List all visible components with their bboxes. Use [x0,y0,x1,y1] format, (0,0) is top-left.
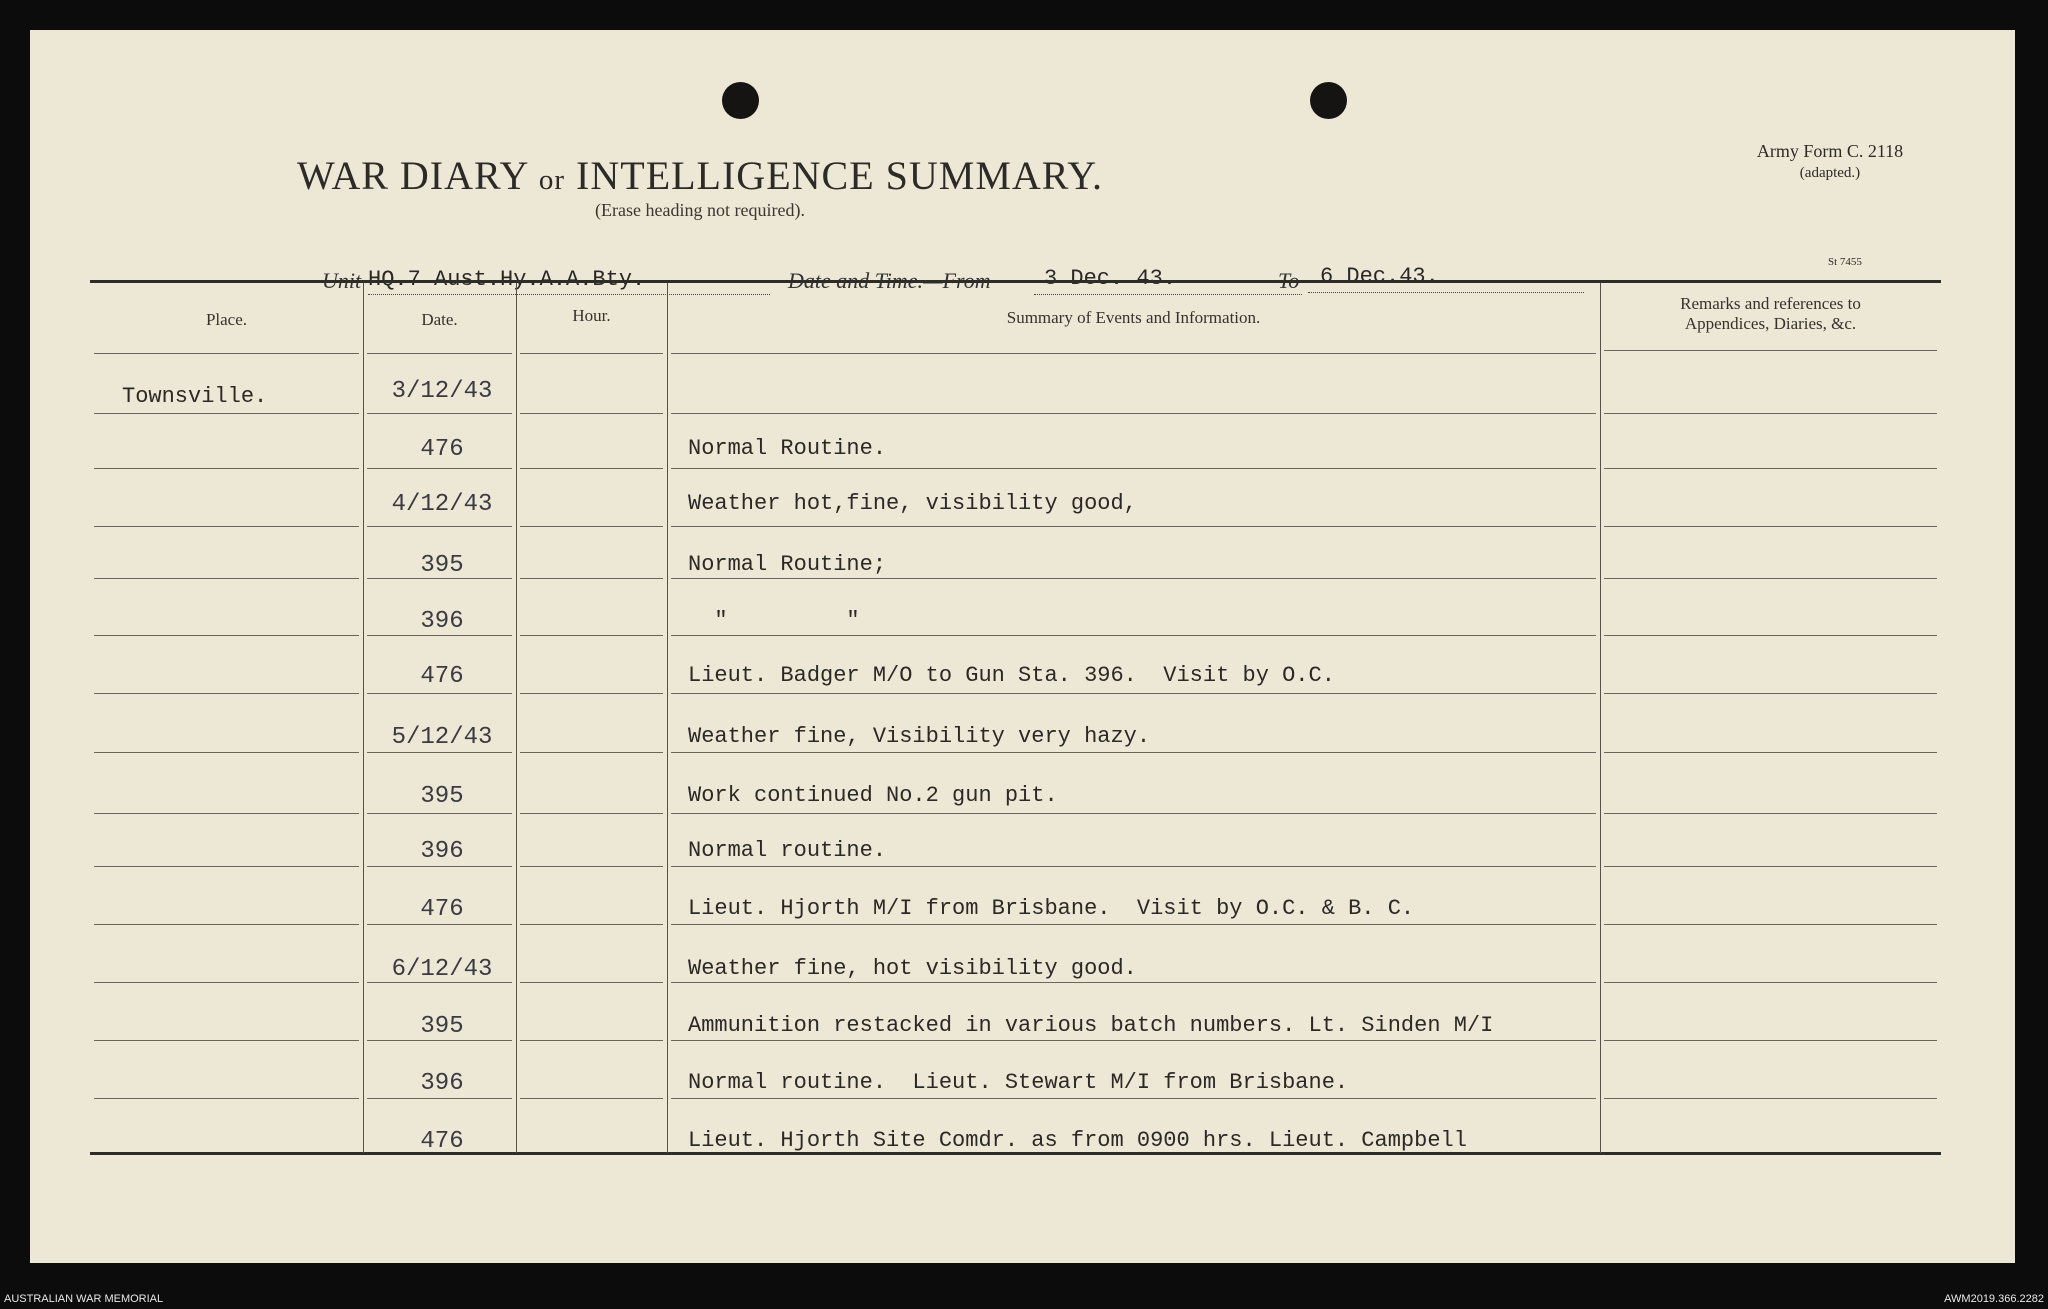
entry-summary: Weather fine, Visibility very hazy. [688,724,1151,749]
from-value: 3 Dec. 43. [1044,266,1177,291]
to-label: To [1278,268,1300,293]
row-rule [94,413,359,414]
row-rule [671,1098,1596,1099]
row-rule [94,924,359,925]
row-rule [367,693,512,694]
entry-date: 396 [420,838,464,865]
row-rule [520,413,663,414]
row-rule [367,924,512,925]
title-part2: INTELLIGENCE SUMMARY. [576,153,1103,198]
row-rule [1604,1098,1937,1099]
entry-date: 395 [420,552,464,579]
header-underline [1604,350,1937,351]
entry-date: 476 [420,1128,464,1155]
entry-date: 476 [420,663,464,690]
row-rule [94,1040,359,1041]
row-rule [671,578,1596,579]
entry-date: 3/12/43 [391,378,493,405]
row-rule [94,635,359,636]
row-rule [94,752,359,753]
row-rule [520,693,663,694]
remarks-header-line1: Remarks and references to [1680,294,1861,313]
column-divider-place [363,283,364,1153]
row-rule [94,982,359,983]
army-form-label [1730,140,1930,184]
column-divider-summary [1600,283,1601,1153]
row-rule [520,526,663,527]
entry-summary: Normal Routine; [688,552,887,577]
row-rule [1604,1040,1937,1041]
row-rule [94,468,359,469]
row-rule [1604,813,1937,814]
row-rule [367,413,512,414]
row-rule [1604,924,1937,925]
column-header-summary: Summary of Events and Information. [1006,308,1261,327]
army-form-note: (adapted.) [1799,165,1861,181]
entry-summary: Normal routine. [688,838,887,863]
header-underline [94,353,359,354]
row-rule [367,813,512,814]
entry-summary: Lieut. Hjorth Site Comdr. as from 0900 hrs. Lieut. Campbell [688,1128,1467,1153]
column-header-place: Place. [205,310,248,329]
row-rule [520,468,663,469]
row-rule [367,752,512,753]
entry-summary: Lieut. Hjorth M/I from Brisbane. Visit by O.C. & B. C. [688,896,1415,921]
entry-date: 6/12/43 [391,956,493,983]
remarks-header-line2: Appendices, Diaries, &c. [1684,314,1857,333]
header-underline [367,353,512,354]
row-rule [1604,752,1937,753]
row-rule [520,813,663,814]
diary-page [30,30,2015,1263]
row-rule [1604,635,1937,636]
row-rule [671,413,1596,414]
table-top-rule [90,280,1941,283]
archive-reference: AWM2019.366.2282 [1944,1293,2044,1305]
row-rule [520,924,663,925]
row-rule [367,1098,512,1099]
row-rule [520,752,663,753]
row-rule [671,813,1596,814]
row-rule [1604,468,1937,469]
row-rule [1604,866,1937,867]
row-rule [520,1040,663,1041]
row-rule [94,1098,359,1099]
row-rule [1604,413,1937,414]
row-rule [520,866,663,867]
row-rule [367,866,512,867]
row-rule [520,578,663,579]
column-header-date: Date. [421,310,458,329]
row-rule [671,468,1596,469]
stationery-number: St 7455 [1828,256,1862,268]
entry-date: 396 [420,1070,464,1097]
date-time-label: Date and Time.—From [788,268,991,293]
entry-place: Townsville. [122,384,268,409]
header-underline [671,353,1596,354]
row-rule [671,1040,1596,1041]
unit-underline [368,294,770,295]
row-rule [367,526,512,527]
column-divider-hour [667,283,668,1153]
form-subtitle: (Erase heading not required). [595,200,805,220]
entry-date: 5/12/43 [391,724,493,751]
column-header-hour: Hour. [572,306,611,325]
entry-date: 4/12/43 [391,491,493,518]
row-rule [671,924,1596,925]
entry-summary: Ammunition restacked in various batch numbers. Lt. Sinden M/I [688,1013,1494,1038]
row-rule [671,866,1596,867]
row-rule [671,752,1596,753]
entry-date: 396 [420,608,464,635]
punch-hole-right [1310,82,1347,119]
entry-summary: Weather fine, hot visibility good. [688,956,1137,981]
row-rule [94,526,359,527]
entry-summary: Normal Routine. [688,436,887,461]
entry-date: 395 [420,783,464,810]
to-underline [1308,292,1584,293]
header-underline [520,353,663,354]
row-rule [367,635,512,636]
form-title [30,152,1370,199]
title-or: or [538,164,566,196]
row-rule [1604,578,1937,579]
row-rule [94,578,359,579]
row-rule [367,1040,512,1041]
row-rule [1604,693,1937,694]
row-rule [520,1098,663,1099]
entry-date: 476 [420,896,464,923]
army-form-number: Army Form C. 2118 [1756,141,1904,161]
unit-label: Unit [322,268,362,293]
unit-value: HQ.7 Aust.Hy.A.A.Bty. [368,267,646,292]
entry-date: 476 [420,436,464,463]
row-rule [367,468,512,469]
row-rule [671,693,1596,694]
archive-credit: AUSTRALIAN WAR MEMORIAL [4,1293,164,1305]
row-rule [1604,982,1937,983]
entry-summary: " " [688,608,860,633]
row-rule [671,526,1596,527]
entry-summary: Normal routine. Lieut. Stewart M/I from Brisbane. [688,1070,1349,1095]
punch-hole-left [722,82,759,119]
row-rule [94,693,359,694]
from-underline [1034,294,1302,295]
row-rule [520,982,663,983]
entry-summary: Weather hot,fine, visibility good, [688,491,1137,516]
row-rule [1604,526,1937,527]
row-rule [94,866,359,867]
row-rule [671,635,1596,636]
entry-summary: Lieut. Badger M/O to Gun Sta. 396. Visit by O.C. [688,663,1335,688]
entry-date: 395 [420,1013,464,1040]
row-rule [671,982,1596,983]
column-header-remarks [1600,294,1941,334]
row-rule [520,635,663,636]
title-part1: WAR DIARY [297,153,528,198]
row-rule [94,813,359,814]
entry-summary: Work continued No.2 gun pit. [688,783,1058,808]
to-value: 6 Dec.43. [1320,264,1439,289]
